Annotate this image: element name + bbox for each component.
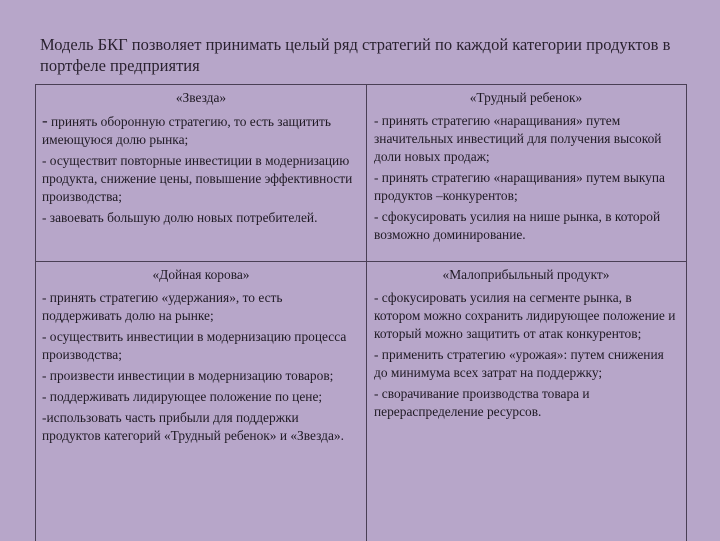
dog-item: - сфокусировать усилия на сегменте рынка, в котором можно сохранить лидирующее положение и который можно защитить от атак конкурентов; [374, 290, 676, 341]
cash-cow-item: - произвести инвестиции в модернизацию товаров; [42, 368, 334, 383]
cell-star [42, 89, 360, 230]
cash-cow-item: - принять стратегию «удержания», то есть поддерживать долю на рынке; [42, 290, 283, 323]
cell-problem-child [374, 89, 678, 247]
cash-cow-item: - осуществить инвестиции в модернизацию процесса производства; [42, 329, 347, 362]
star-item: - завоевать большую долю новых потребителей. [42, 210, 318, 225]
cash-cow-item: -использовать часть прибыли для поддержки продуктов категорий «Трудный ребенок» и «Звезда». [42, 410, 344, 443]
star-header: «Звезда» [175, 90, 227, 105]
problem-child-item: - принять стратегию «наращивания» путем значительных инвестиций для получения высокой доли новых продаж; [374, 113, 662, 164]
problem-child-header: «Трудный ребенок» [469, 90, 583, 105]
dog-item: - сворачивание производства товара и перераспределение ресурсов. [374, 386, 590, 419]
star-item-text: принять оборонную стратегию, то есть защитить имеющуюся долю рынка; [42, 114, 331, 147]
row-divider [36, 261, 686, 262]
cash-cow-header: «Дойная корова» [152, 267, 250, 282]
star-item: - осуществит повторные инвестиции в модернизацию продукта, снижение цены, повышение эффективности производства; [42, 153, 353, 204]
cash-cow-item: - поддерживать лидирующее положение по цене; [42, 389, 323, 404]
problem-child-item: - сфокусировать усилия на нише рынка, в которой возможно доминирование. [374, 209, 661, 242]
column-divider [366, 85, 367, 541]
problem-child-item: - принять стратегию «наращивания» путем выкупа продуктов –конкурентов; [374, 170, 665, 203]
star-item [42, 112, 360, 149]
dog-item: - применить стратегию «урожая»: путем снижения до минимума всех затрат на поддержку; [374, 347, 664, 380]
bcg-strategy-table [35, 84, 687, 541]
slide-title: Модель БКГ позволяет принимать целый ряд стратегий по каждой категории продуктов в портфеле предприятия [40, 35, 671, 75]
dog-header: «Малоприбыльный продукт» [442, 267, 610, 282]
cell-dog [374, 266, 678, 424]
star-item-dash: - [42, 111, 48, 130]
cell-cash-cow [42, 266, 360, 448]
